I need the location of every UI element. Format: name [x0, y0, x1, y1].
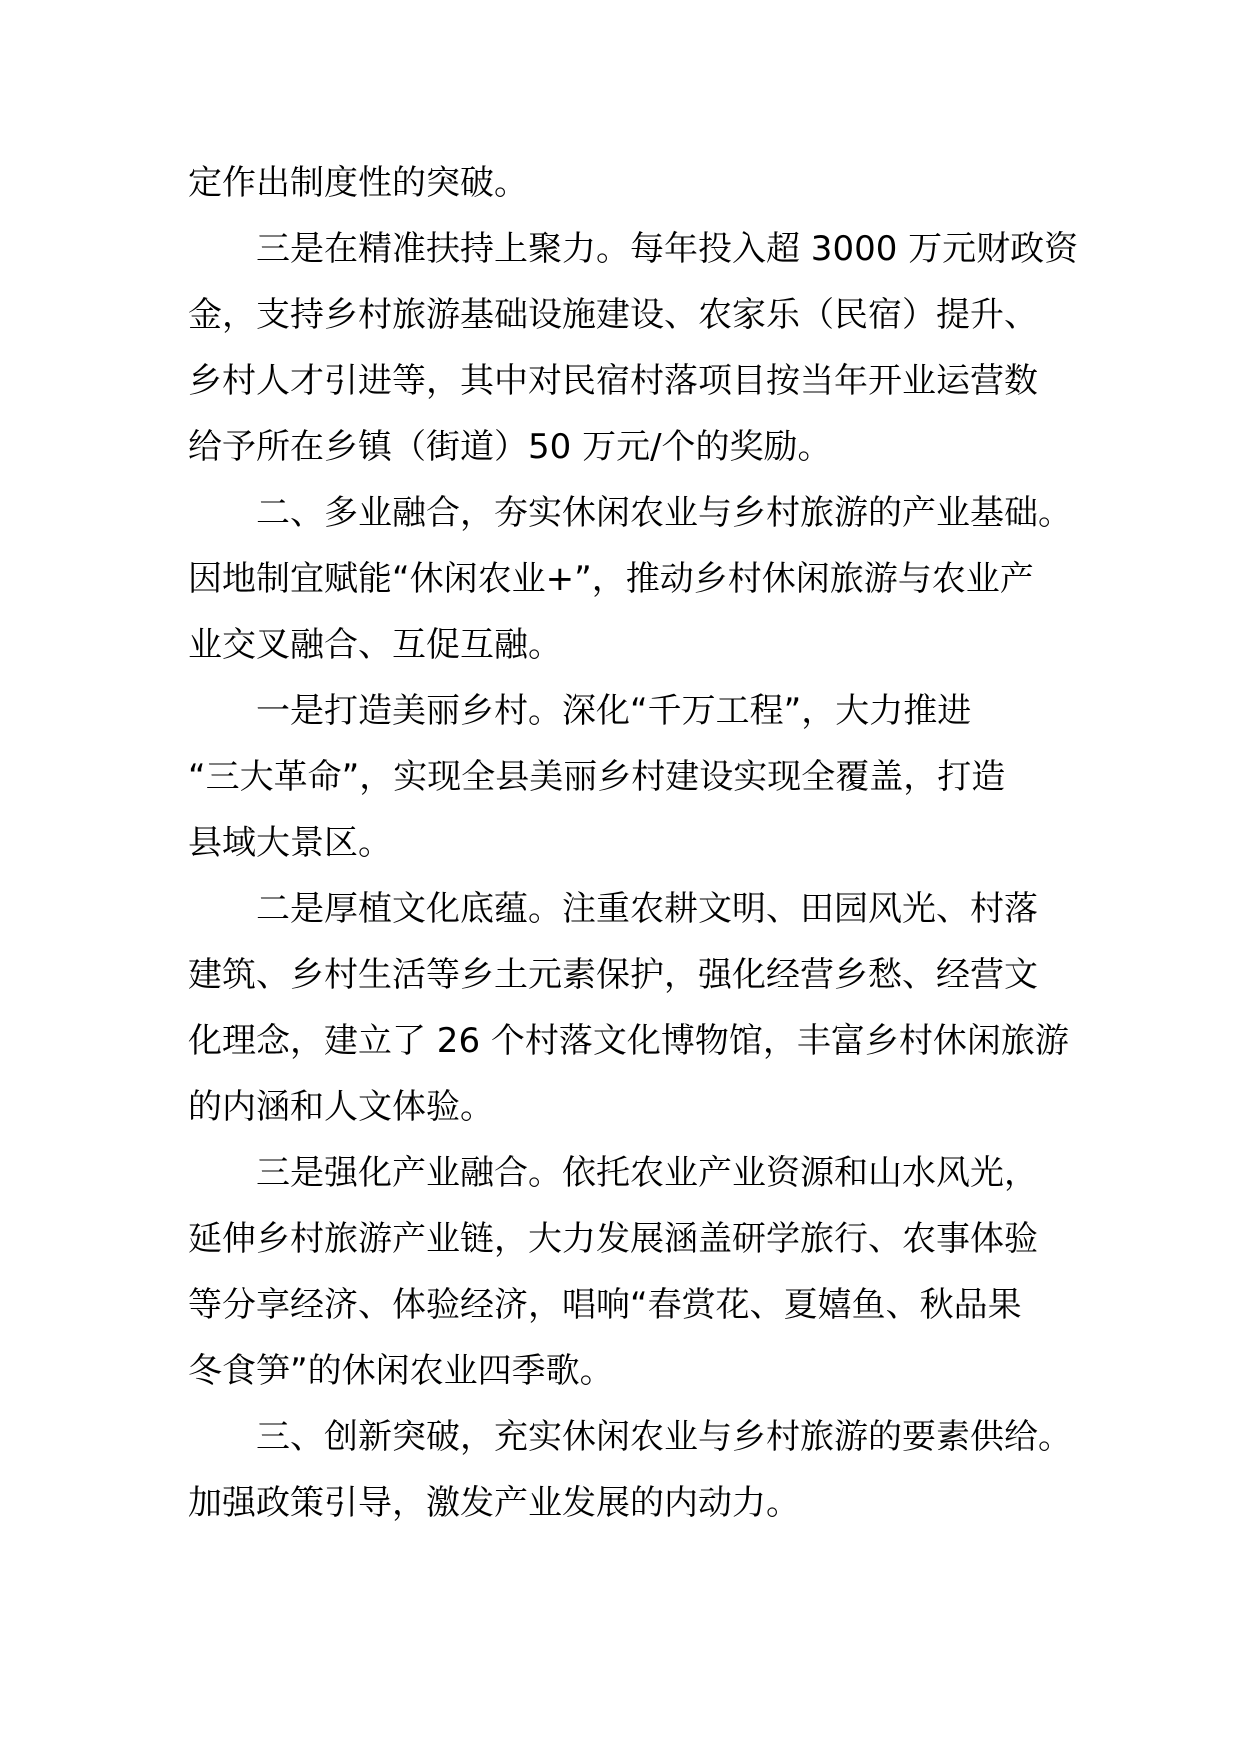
text-line: 建筑、乡村生活等乡土元素保护，强化经营乡愁、经营文: [188, 955, 1038, 995]
text-line: “三大革命”，实现全县美丽乡村建设实现全覆盖，打造: [188, 757, 1006, 797]
text-line: 化理念，建立了 26 个村落文化博物馆，丰富乡村休闲旅游: [188, 1021, 1069, 1061]
text-line: 业交叉融合、互促互融。: [188, 625, 562, 665]
text-line: 三是在精准扶持上聚力。每年投入超 3000 万元财政资: [256, 229, 1079, 269]
text-line: 一是打造美丽乡村。深化“千万工程”，大力推进: [256, 691, 972, 731]
text-line: 定作出制度性的突破。: [188, 163, 528, 203]
text-line: 三是强化产业融合。依托农业产业资源和山水风光，: [256, 1153, 1038, 1193]
text-line: 县域大景区。: [188, 823, 392, 863]
text-line: 延伸乡村旅游产业链，大力发展涵盖研学旅行、农事体验: [188, 1219, 1038, 1259]
text-line: 乡村人才引进等，其中对民宿村落项目按当年开业运营数: [188, 361, 1038, 401]
text-line: 的内涵和人文体验。: [188, 1087, 494, 1127]
text-line: 等分享经济、体验经济，唱响“春赏花、夏嬉鱼、秋品果: [188, 1285, 1022, 1325]
text-line: 给予所在乡镇（街道）50 万元/个的奖励。: [188, 427, 832, 467]
section-heading-line: 三、创新突破，充实休闲农业与乡村旅游的要素供给。: [256, 1417, 1072, 1457]
text-line: 二是厚植文化底蕴。注重农耕文明、田园风光、村落: [256, 889, 1038, 929]
text-line: 冬食笋”的休闲农业四季歌。: [188, 1351, 614, 1391]
text-line: 加强政策引导，激发产业发展的内动力。: [188, 1483, 800, 1523]
document-body: [188, 150, 1079, 1536]
text-line: 金，支持乡村旅游基础设施建设、农家乐（民宿）提升、: [188, 295, 1038, 335]
section-heading-line: 二、多业融合，夯实休闲农业与乡村旅游的产业基础。: [256, 493, 1072, 533]
text-line: 因地制宜赋能“休闲农业+”，推动乡村休闲旅游与农业产: [188, 559, 1034, 599]
